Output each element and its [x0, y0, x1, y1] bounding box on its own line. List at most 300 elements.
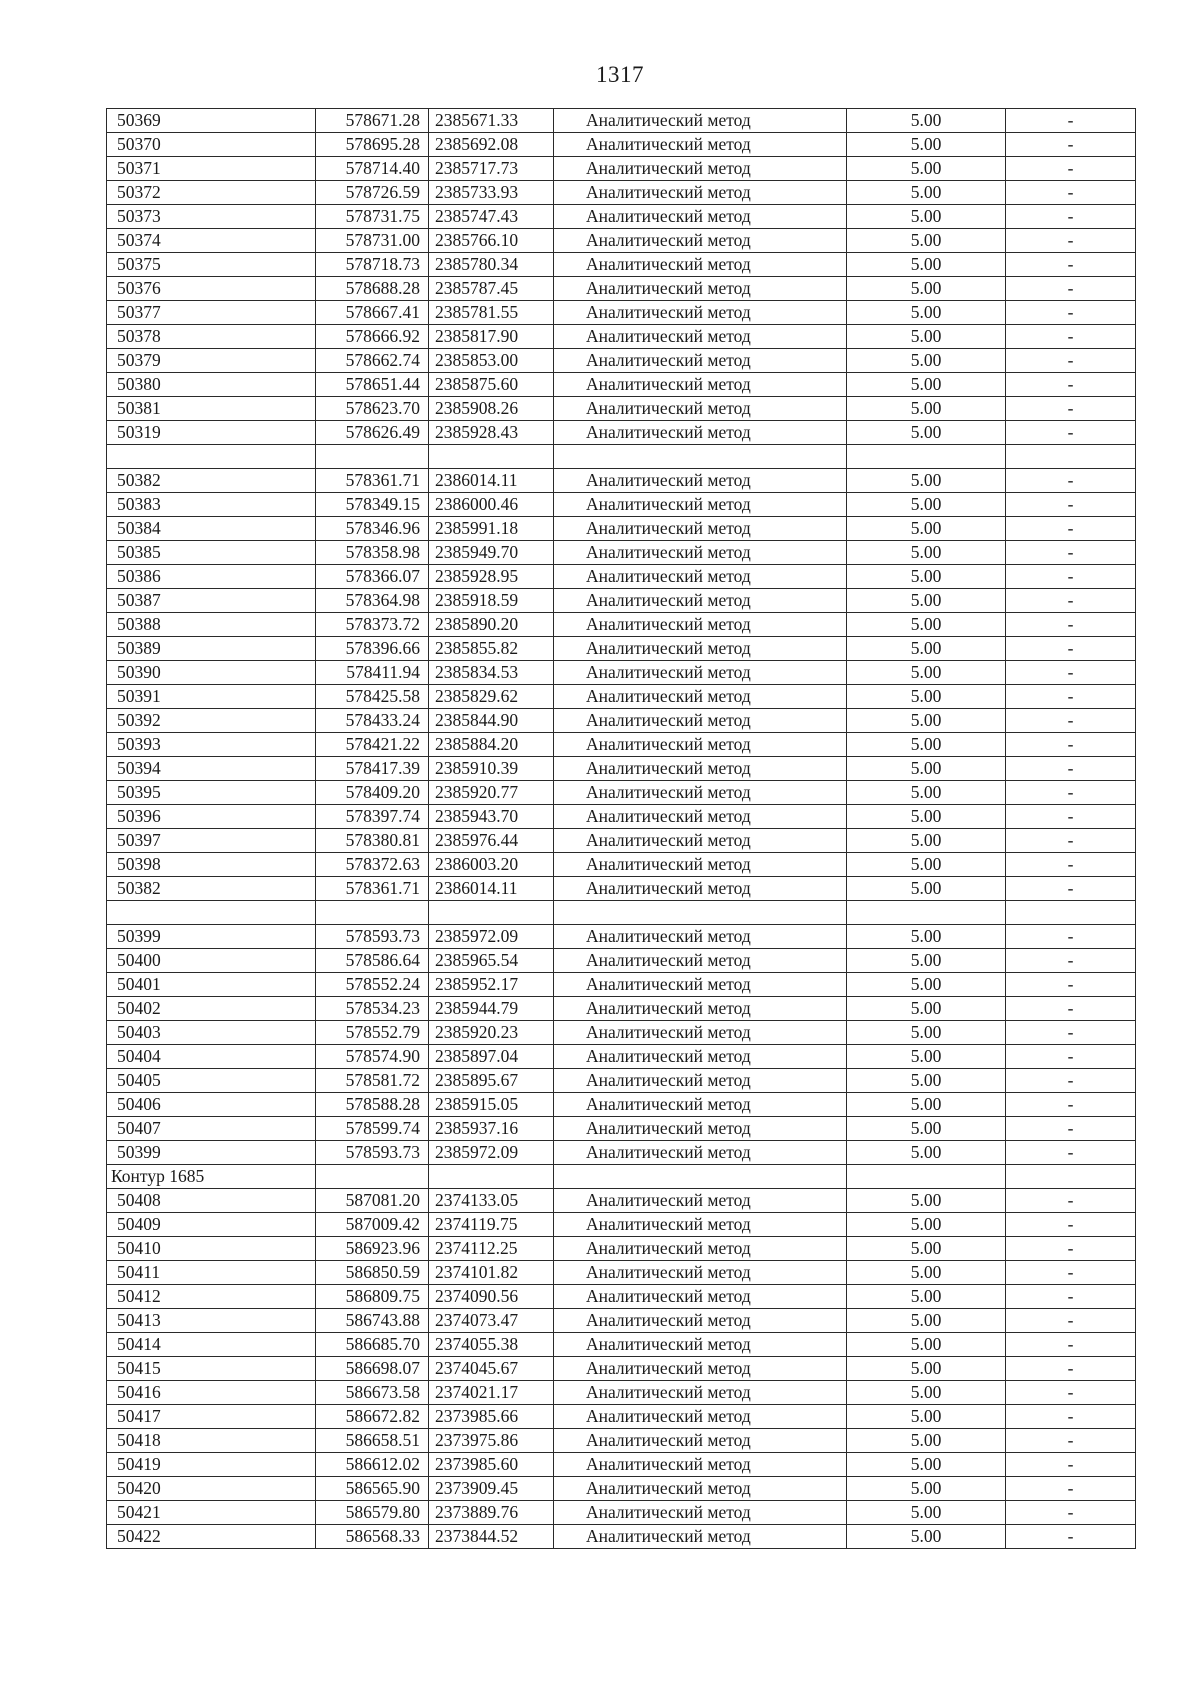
accuracy-cell: 5.00 — [847, 181, 1006, 205]
y-coordinate-cell: 2385895.67 — [429, 1069, 554, 1093]
y-coordinate-cell: 2385976.44 — [429, 829, 554, 853]
accuracy-cell: 5.00 — [847, 1189, 1006, 1213]
note-cell: - — [1006, 301, 1136, 325]
note-cell: - — [1006, 277, 1136, 301]
method-cell: Аналитический метод — [554, 1381, 847, 1405]
note-cell: - — [1006, 1501, 1136, 1525]
accuracy-cell: 5.00 — [847, 805, 1006, 829]
y-coordinate-cell: 2386014.11 — [429, 469, 554, 493]
x-coordinate-cell: 578346.96 — [316, 517, 429, 541]
accuracy-cell: 5.00 — [847, 1021, 1006, 1045]
point-number-cell: 50417 — [107, 1405, 316, 1429]
y-coordinate-cell: 2385717.73 — [429, 157, 554, 181]
note-cell: - — [1006, 421, 1136, 445]
method-cell: Аналитический метод — [554, 421, 847, 445]
x-coordinate-cell: 578651.44 — [316, 373, 429, 397]
note-cell: - — [1006, 1213, 1136, 1237]
table-row — [107, 1453, 1136, 1477]
accuracy-cell: 5.00 — [847, 109, 1006, 133]
y-coordinate-cell — [429, 901, 554, 925]
method-cell: Аналитический метод — [554, 973, 847, 997]
accuracy-cell: 5.00 — [847, 1117, 1006, 1141]
point-number-cell: 50404 — [107, 1045, 316, 1069]
accuracy-cell: 5.00 — [847, 349, 1006, 373]
method-cell: Аналитический метод — [554, 109, 847, 133]
point-number-cell: 50405 — [107, 1069, 316, 1093]
table-row — [107, 1045, 1136, 1069]
point-number-cell: 50375 — [107, 253, 316, 277]
table-row — [107, 469, 1136, 493]
point-number-cell: 50382 — [107, 469, 316, 493]
accuracy-cell: 5.00 — [847, 1261, 1006, 1285]
accuracy-cell: 5.00 — [847, 685, 1006, 709]
table-row — [107, 901, 1136, 925]
table-row — [107, 1477, 1136, 1501]
accuracy-cell: 5.00 — [847, 1501, 1006, 1525]
y-coordinate-cell: 2385928.43 — [429, 421, 554, 445]
note-cell: - — [1006, 1477, 1136, 1501]
point-number-cell: 50387 — [107, 589, 316, 613]
accuracy-cell: 5.00 — [847, 877, 1006, 901]
accuracy-cell: 5.00 — [847, 997, 1006, 1021]
point-number-cell: 50386 — [107, 565, 316, 589]
x-coordinate-cell — [316, 445, 429, 469]
x-coordinate-cell: 578731.75 — [316, 205, 429, 229]
point-number-cell: 50391 — [107, 685, 316, 709]
note-cell: - — [1006, 181, 1136, 205]
x-coordinate-cell: 578688.28 — [316, 277, 429, 301]
accuracy-cell: 5.00 — [847, 853, 1006, 877]
point-number-cell: 50376 — [107, 277, 316, 301]
y-coordinate-cell: 2385972.09 — [429, 925, 554, 949]
note-cell: - — [1006, 469, 1136, 493]
note-cell: - — [1006, 565, 1136, 589]
note-cell: - — [1006, 349, 1136, 373]
point-number-cell: 50420 — [107, 1477, 316, 1501]
method-cell: Аналитический метод — [554, 853, 847, 877]
note-cell: - — [1006, 637, 1136, 661]
y-coordinate-cell: 2385781.55 — [429, 301, 554, 325]
method-cell: Аналитический метод — [554, 1045, 847, 1069]
y-coordinate-cell: 2374101.82 — [429, 1261, 554, 1285]
table-row — [107, 1501, 1136, 1525]
x-coordinate-cell — [316, 901, 429, 925]
point-number-cell: 50402 — [107, 997, 316, 1021]
accuracy-cell — [847, 445, 1006, 469]
accuracy-cell: 5.00 — [847, 1213, 1006, 1237]
note-cell: - — [1006, 1093, 1136, 1117]
point-number-cell: 50372 — [107, 181, 316, 205]
x-coordinate-cell: 578695.28 — [316, 133, 429, 157]
accuracy-cell: 5.00 — [847, 493, 1006, 517]
y-coordinate-cell: 2385972.09 — [429, 1141, 554, 1165]
method-cell: Аналитический метод — [554, 325, 847, 349]
point-number-cell: 50400 — [107, 949, 316, 973]
method-cell: Аналитический метод — [554, 1525, 847, 1549]
table-row — [107, 1405, 1136, 1429]
note-cell: - — [1006, 1453, 1136, 1477]
x-coordinate-cell: 578349.15 — [316, 493, 429, 517]
accuracy-cell: 5.00 — [847, 229, 1006, 253]
note-cell: - — [1006, 589, 1136, 613]
note-cell: - — [1006, 1261, 1136, 1285]
table-row — [107, 1357, 1136, 1381]
method-cell: Аналитический метод — [554, 181, 847, 205]
y-coordinate-cell — [429, 1165, 554, 1189]
table-row — [107, 1117, 1136, 1141]
note-cell: - — [1006, 1525, 1136, 1549]
table-row — [107, 325, 1136, 349]
y-coordinate-cell: 2385834.53 — [429, 661, 554, 685]
x-coordinate-cell: 587081.20 — [316, 1189, 429, 1213]
point-number-cell: 50399 — [107, 1141, 316, 1165]
table-row — [107, 133, 1136, 157]
method-cell: Аналитический метод — [554, 1477, 847, 1501]
x-coordinate-cell: 578666.92 — [316, 325, 429, 349]
note-cell: - — [1006, 1405, 1136, 1429]
point-number-cell: 50395 — [107, 781, 316, 805]
table-row — [107, 685, 1136, 709]
point-number-cell: 50382 — [107, 877, 316, 901]
note-cell: - — [1006, 925, 1136, 949]
point-number-cell: Контур 1685 — [107, 1165, 316, 1189]
point-number-cell: 50410 — [107, 1237, 316, 1261]
method-cell: Аналитический метод — [554, 565, 847, 589]
x-coordinate-cell: 586923.96 — [316, 1237, 429, 1261]
point-number-cell: 50394 — [107, 757, 316, 781]
accuracy-cell: 5.00 — [847, 1525, 1006, 1549]
table-row — [107, 1429, 1136, 1453]
y-coordinate-cell: 2385991.18 — [429, 517, 554, 541]
note-cell: - — [1006, 1381, 1136, 1405]
x-coordinate-cell: 578671.28 — [316, 109, 429, 133]
table-row — [107, 493, 1136, 517]
y-coordinate-cell: 2385671.33 — [429, 109, 554, 133]
y-coordinate-cell: 2373889.76 — [429, 1501, 554, 1525]
y-coordinate-cell: 2385920.23 — [429, 1021, 554, 1045]
method-cell: Аналитический метод — [554, 949, 847, 973]
point-number-cell: 50392 — [107, 709, 316, 733]
method-cell: Аналитический метод — [554, 1021, 847, 1045]
x-coordinate-cell: 578593.73 — [316, 925, 429, 949]
point-number-cell: 50412 — [107, 1285, 316, 1309]
accuracy-cell: 5.00 — [847, 613, 1006, 637]
table-row — [107, 517, 1136, 541]
point-number-cell: 50403 — [107, 1021, 316, 1045]
x-coordinate-cell: 578574.90 — [316, 1045, 429, 1069]
accuracy-cell: 5.00 — [847, 1309, 1006, 1333]
x-coordinate-cell: 578667.41 — [316, 301, 429, 325]
y-coordinate-cell: 2385952.17 — [429, 973, 554, 997]
table-row — [107, 1381, 1136, 1405]
table-row — [107, 565, 1136, 589]
x-coordinate-cell: 578411.94 — [316, 661, 429, 685]
point-number-cell: 50377 — [107, 301, 316, 325]
table-row — [107, 709, 1136, 733]
method-cell: Аналитический метод — [554, 517, 847, 541]
table-row — [107, 445, 1136, 469]
method-cell: Аналитический метод — [554, 637, 847, 661]
method-cell: Аналитический метод — [554, 1237, 847, 1261]
accuracy-cell: 5.00 — [847, 1429, 1006, 1453]
method-cell: Аналитический метод — [554, 997, 847, 1021]
x-coordinate-cell: 578623.70 — [316, 397, 429, 421]
y-coordinate-cell: 2385817.90 — [429, 325, 554, 349]
table-row — [107, 157, 1136, 181]
y-coordinate-cell: 2373985.60 — [429, 1453, 554, 1477]
x-coordinate-cell: 586658.51 — [316, 1429, 429, 1453]
note-cell: - — [1006, 109, 1136, 133]
table-row — [107, 181, 1136, 205]
note-cell: - — [1006, 253, 1136, 277]
contour-header-row — [107, 1165, 1136, 1189]
accuracy-cell — [847, 1165, 1006, 1189]
x-coordinate-cell: 578364.98 — [316, 589, 429, 613]
accuracy-cell: 5.00 — [847, 157, 1006, 181]
accuracy-cell: 5.00 — [847, 829, 1006, 853]
accuracy-cell: 5.00 — [847, 661, 1006, 685]
method-cell: Аналитический метод — [554, 925, 847, 949]
method-cell: Аналитический метод — [554, 1213, 847, 1237]
method-cell: Аналитический метод — [554, 757, 847, 781]
note-cell: - — [1006, 1117, 1136, 1141]
x-coordinate-cell: 578662.74 — [316, 349, 429, 373]
x-coordinate-cell: 578552.24 — [316, 973, 429, 997]
y-coordinate-cell: 2373844.52 — [429, 1525, 554, 1549]
y-coordinate-cell: 2385915.05 — [429, 1093, 554, 1117]
note-cell: - — [1006, 157, 1136, 181]
note-cell: - — [1006, 1069, 1136, 1093]
table-row — [107, 1021, 1136, 1045]
y-coordinate-cell: 2373975.86 — [429, 1429, 554, 1453]
point-number-cell: 50390 — [107, 661, 316, 685]
y-coordinate-cell: 2385908.26 — [429, 397, 554, 421]
method-cell: Аналитический метод — [554, 1453, 847, 1477]
accuracy-cell: 5.00 — [847, 301, 1006, 325]
point-number-cell: 50381 — [107, 397, 316, 421]
accuracy-cell: 5.00 — [847, 757, 1006, 781]
note-cell: - — [1006, 397, 1136, 421]
x-coordinate-cell: 586612.02 — [316, 1453, 429, 1477]
note-cell: - — [1006, 205, 1136, 229]
table-row — [107, 1237, 1136, 1261]
point-number-cell: 50409 — [107, 1213, 316, 1237]
note-cell: - — [1006, 1429, 1136, 1453]
note-cell: - — [1006, 613, 1136, 637]
accuracy-cell: 5.00 — [847, 589, 1006, 613]
point-number-cell: 50370 — [107, 133, 316, 157]
x-coordinate-cell: 578714.40 — [316, 157, 429, 181]
point-number-cell: 50407 — [107, 1117, 316, 1141]
y-coordinate-cell: 2386003.20 — [429, 853, 554, 877]
y-coordinate-cell: 2385844.90 — [429, 709, 554, 733]
accuracy-cell: 5.00 — [847, 1477, 1006, 1501]
y-coordinate-cell: 2385787.45 — [429, 277, 554, 301]
point-number-cell: 50396 — [107, 805, 316, 829]
coordinates-table-body — [107, 109, 1136, 1549]
x-coordinate-cell: 586698.07 — [316, 1357, 429, 1381]
table-row — [107, 757, 1136, 781]
method-cell: Аналитический метод — [554, 133, 847, 157]
table-row — [107, 229, 1136, 253]
x-coordinate-cell: 578581.72 — [316, 1069, 429, 1093]
accuracy-cell: 5.00 — [847, 733, 1006, 757]
note-cell: - — [1006, 949, 1136, 973]
x-coordinate-cell: 578593.73 — [316, 1141, 429, 1165]
note-cell — [1006, 445, 1136, 469]
accuracy-cell: 5.00 — [847, 1357, 1006, 1381]
accuracy-cell: 5.00 — [847, 1381, 1006, 1405]
method-cell: Аналитический метод — [554, 1261, 847, 1285]
point-number-cell: 50369 — [107, 109, 316, 133]
y-coordinate-cell: 2385910.39 — [429, 757, 554, 781]
y-coordinate-cell: 2385829.62 — [429, 685, 554, 709]
y-coordinate-cell: 2385853.00 — [429, 349, 554, 373]
table-row — [107, 877, 1136, 901]
point-number-cell: 50414 — [107, 1333, 316, 1357]
method-cell: Аналитический метод — [554, 541, 847, 565]
accuracy-cell: 5.00 — [847, 253, 1006, 277]
x-coordinate-cell: 586568.33 — [316, 1525, 429, 1549]
y-coordinate-cell: 2385855.82 — [429, 637, 554, 661]
x-coordinate-cell: 586850.59 — [316, 1261, 429, 1285]
note-cell: - — [1006, 229, 1136, 253]
point-number-cell: 50411 — [107, 1261, 316, 1285]
method-cell: Аналитический метод — [554, 253, 847, 277]
y-coordinate-cell: 2374090.56 — [429, 1285, 554, 1309]
table-row — [107, 781, 1136, 805]
table-row — [107, 733, 1136, 757]
accuracy-cell: 5.00 — [847, 1141, 1006, 1165]
table-row — [107, 1525, 1136, 1549]
y-coordinate-cell: 2374021.17 — [429, 1381, 554, 1405]
note-cell: - — [1006, 853, 1136, 877]
x-coordinate-cell: 578726.59 — [316, 181, 429, 205]
method-cell: Аналитический метод — [554, 277, 847, 301]
method-cell — [554, 1165, 847, 1189]
note-cell: - — [1006, 757, 1136, 781]
point-number-cell: 50397 — [107, 829, 316, 853]
y-coordinate-cell: 2385692.08 — [429, 133, 554, 157]
method-cell: Аналитический метод — [554, 829, 847, 853]
table-row — [107, 421, 1136, 445]
y-coordinate-cell: 2385928.95 — [429, 565, 554, 589]
point-number-cell: 50401 — [107, 973, 316, 997]
x-coordinate-cell: 578361.71 — [316, 469, 429, 493]
y-coordinate-cell: 2385918.59 — [429, 589, 554, 613]
table-row — [107, 253, 1136, 277]
note-cell: - — [1006, 805, 1136, 829]
y-coordinate-cell: 2385949.70 — [429, 541, 554, 565]
y-coordinate-cell: 2385937.16 — [429, 1117, 554, 1141]
accuracy-cell: 5.00 — [847, 949, 1006, 973]
note-cell: - — [1006, 685, 1136, 709]
point-number-cell: 50385 — [107, 541, 316, 565]
y-coordinate-cell: 2374112.25 — [429, 1237, 554, 1261]
method-cell: Аналитический метод — [554, 1333, 847, 1357]
x-coordinate-cell: 578417.39 — [316, 757, 429, 781]
y-coordinate-cell: 2386000.46 — [429, 493, 554, 517]
table-row — [107, 589, 1136, 613]
method-cell — [554, 901, 847, 925]
method-cell: Аналитический метод — [554, 493, 847, 517]
accuracy-cell: 5.00 — [847, 325, 1006, 349]
x-coordinate-cell: 586672.82 — [316, 1405, 429, 1429]
note-cell: - — [1006, 709, 1136, 733]
x-coordinate-cell: 578373.72 — [316, 613, 429, 637]
method-cell: Аналитический метод — [554, 157, 847, 181]
note-cell: - — [1006, 517, 1136, 541]
accuracy-cell: 5.00 — [847, 133, 1006, 157]
table-row — [107, 1189, 1136, 1213]
table-row — [107, 1309, 1136, 1333]
x-coordinate-cell: 578552.79 — [316, 1021, 429, 1045]
accuracy-cell: 5.00 — [847, 469, 1006, 493]
accuracy-cell: 5.00 — [847, 373, 1006, 397]
table-row — [107, 301, 1136, 325]
accuracy-cell: 5.00 — [847, 397, 1006, 421]
table-row — [107, 1261, 1136, 1285]
x-coordinate-cell: 578372.63 — [316, 853, 429, 877]
accuracy-cell: 5.00 — [847, 1405, 1006, 1429]
accuracy-cell: 5.00 — [847, 565, 1006, 589]
table-row — [107, 1285, 1136, 1309]
method-cell: Аналитический метод — [554, 1405, 847, 1429]
point-number-cell: 50413 — [107, 1309, 316, 1333]
x-coordinate-cell: 578588.28 — [316, 1093, 429, 1117]
method-cell: Аналитический метод — [554, 1141, 847, 1165]
y-coordinate-cell: 2385875.60 — [429, 373, 554, 397]
note-cell: - — [1006, 1021, 1136, 1045]
accuracy-cell: 5.00 — [847, 277, 1006, 301]
accuracy-cell: 5.00 — [847, 781, 1006, 805]
table-row — [107, 949, 1136, 973]
x-coordinate-cell: 578421.22 — [316, 733, 429, 757]
table-row — [107, 973, 1136, 997]
method-cell: Аналитический метод — [554, 1117, 847, 1141]
accuracy-cell: 5.00 — [847, 421, 1006, 445]
accuracy-cell: 5.00 — [847, 925, 1006, 949]
accuracy-cell: 5.00 — [847, 637, 1006, 661]
note-cell: - — [1006, 973, 1136, 997]
note-cell: - — [1006, 133, 1136, 157]
x-coordinate-cell: 586809.75 — [316, 1285, 429, 1309]
accuracy-cell: 5.00 — [847, 517, 1006, 541]
table-row — [107, 349, 1136, 373]
point-number-cell: 50371 — [107, 157, 316, 181]
accuracy-cell: 5.00 — [847, 709, 1006, 733]
x-coordinate-cell: 578396.66 — [316, 637, 429, 661]
y-coordinate-cell — [429, 445, 554, 469]
y-coordinate-cell: 2385747.43 — [429, 205, 554, 229]
method-cell: Аналитический метод — [554, 301, 847, 325]
note-cell: - — [1006, 1141, 1136, 1165]
point-number-cell: 50378 — [107, 325, 316, 349]
y-coordinate-cell: 2374045.67 — [429, 1357, 554, 1381]
point-number-cell: 50374 — [107, 229, 316, 253]
note-cell: - — [1006, 1189, 1136, 1213]
table-row — [107, 853, 1136, 877]
accuracy-cell: 5.00 — [847, 1045, 1006, 1069]
method-cell: Аналитический метод — [554, 805, 847, 829]
method-cell: Аналитический метод — [554, 469, 847, 493]
coordinates-table — [106, 108, 1136, 1549]
method-cell: Аналитический метод — [554, 1501, 847, 1525]
y-coordinate-cell: 2386014.11 — [429, 877, 554, 901]
note-cell: - — [1006, 661, 1136, 685]
point-number-cell: 50383 — [107, 493, 316, 517]
point-number-cell: 50415 — [107, 1357, 316, 1381]
